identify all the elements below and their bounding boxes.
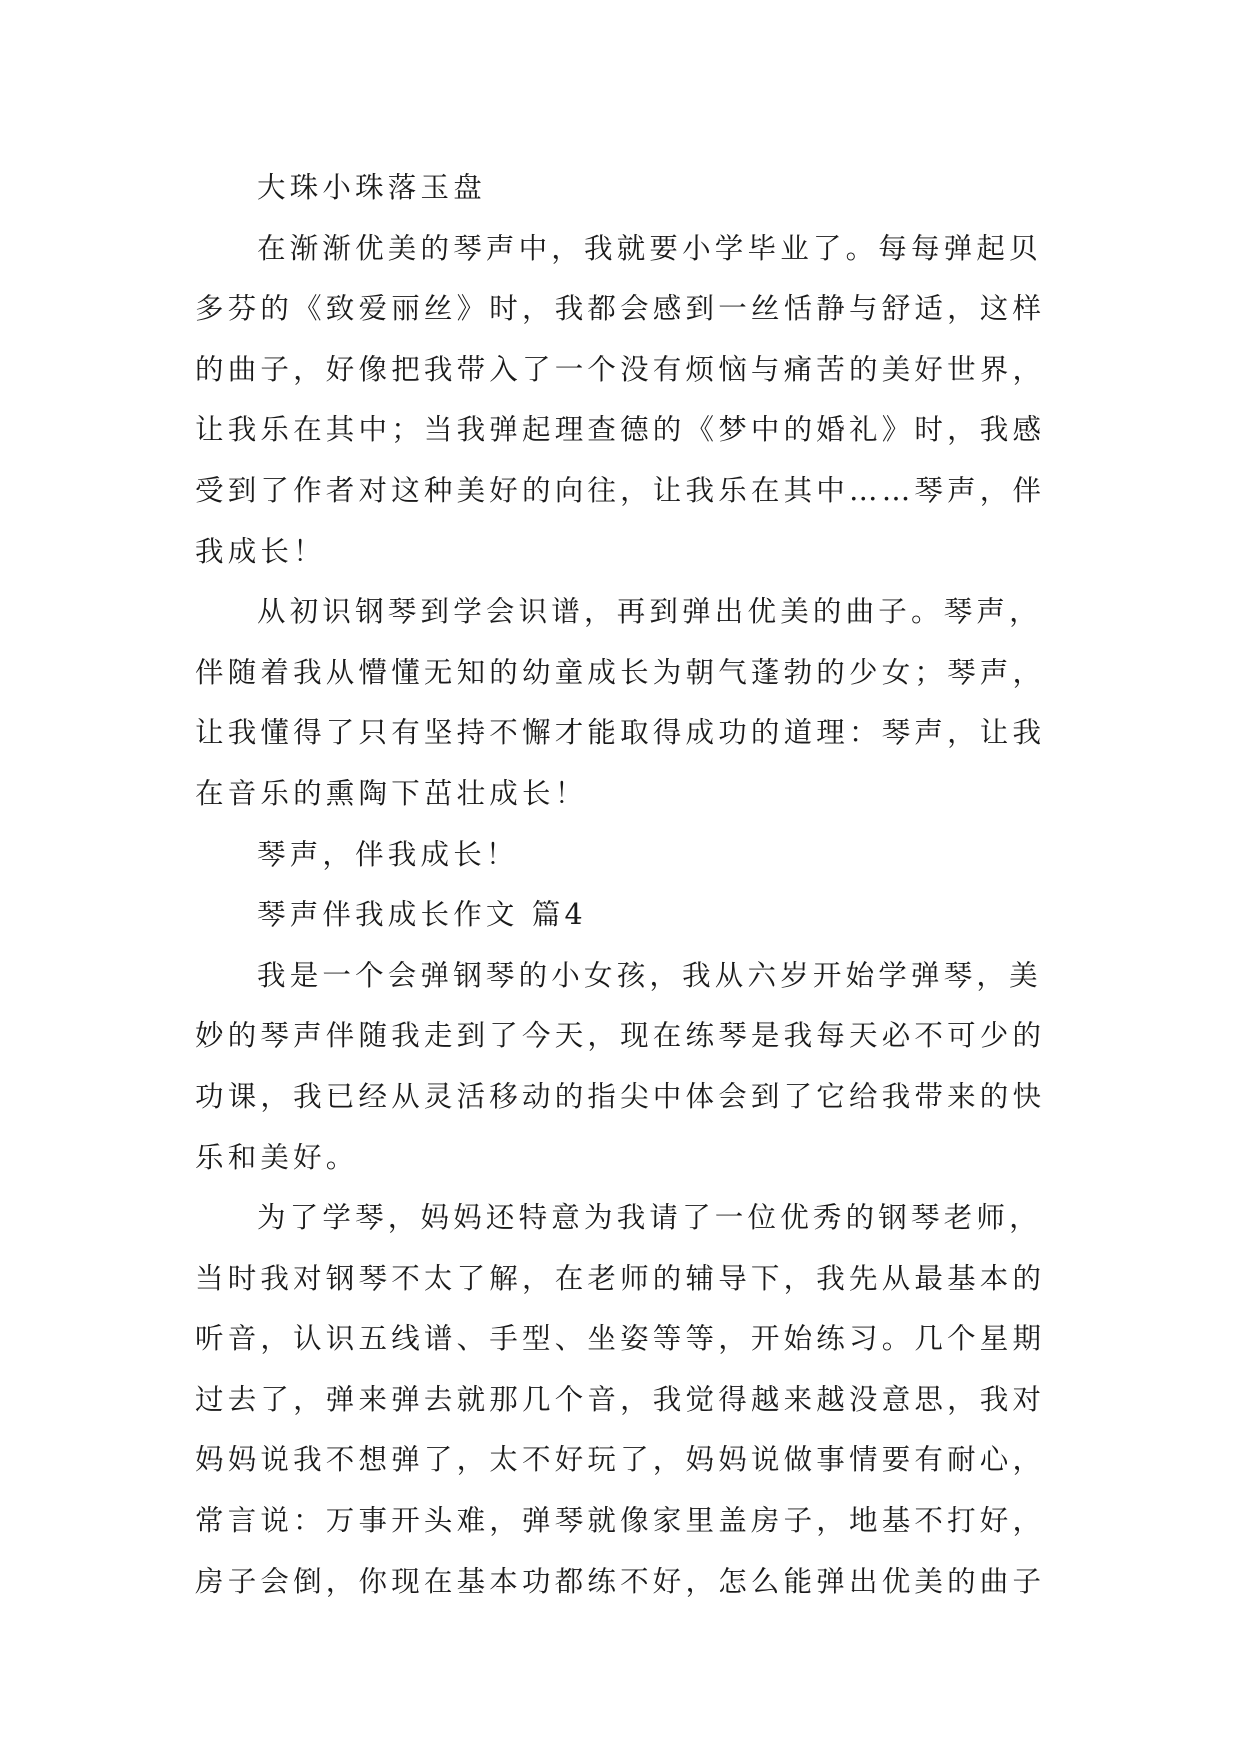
text-line: 的曲子，好像把我带入了一个没有烦恼与痛苦的美好世界， xyxy=(195,352,1046,386)
text-line: 过去了，弹来弹去就那几个音，我觉得越来越没意思，我对 xyxy=(195,1382,1046,1416)
text-line: 妙的琴声伴随我走到了今天，现在练琴是我每天必不可少的 xyxy=(195,1019,1046,1053)
text-line: 让我懂得了只有坚持不懈才能取得成功的道理：琴声，让我 xyxy=(195,716,1046,750)
text-line: 常言说：万事开头难，弹琴就像家里盖房子，地基不打好， xyxy=(195,1504,1046,1538)
text-line: 多芬的《致爱丽丝》时，我都会感到一丝恬静与舒适，这样 xyxy=(195,292,1046,326)
text-line: 当时我对钢琴不太了解，在老师的辅导下，我先从最基本的 xyxy=(195,1261,1046,1295)
text-line: 在音乐的熏陶下茁壮成长！ xyxy=(195,776,588,810)
text-line: 房子会倒，你现在基本功都练不好，怎么能弹出优美的曲子 xyxy=(195,1564,1046,1598)
text-line: 妈妈说我不想弹了，太不好玩了，妈妈说做事情要有耐心， xyxy=(195,1443,1046,1477)
text-line: 听音，认识五线谱、手型、坐姿等等，开始练习。几个星期 xyxy=(195,1322,1046,1356)
text-line: 大珠小珠落玉盘 xyxy=(257,171,486,204)
text-line: 功课，我已经从灵活移动的指尖中体会到了它给我带来的快 xyxy=(195,1079,1046,1113)
document-body xyxy=(195,158,1050,1612)
text-line: 我成长！ xyxy=(195,534,326,568)
section-heading: 琴声伴我成长作文 篇4 xyxy=(257,898,587,932)
text-line: 在渐渐优美的琴声中，我就要小学毕业了。每每弹起贝 xyxy=(257,231,1042,265)
text-line: 受到了作者对这种美好的向往，让我乐在其中……琴声，伴 xyxy=(195,473,1046,507)
text-line: 琴声，伴我成长！ xyxy=(257,837,519,871)
text-line: 为了学琴，妈妈还特意为我请了一位优秀的钢琴老师， xyxy=(257,1201,1042,1235)
text-line: 我是一个会弹钢琴的小女孩，我从六岁开始学弹琴，美 xyxy=(257,958,1042,992)
text-line: 乐和美好。 xyxy=(195,1140,359,1174)
text-line: 伴随着我从懵懂无知的幼童成长为朝气蓬勃的少女；琴声， xyxy=(195,655,1046,689)
text-line: 让我乐在其中；当我弹起理查德的《梦中的婚礼》时，我感 xyxy=(195,413,1046,447)
text-line: 从初识钢琴到学会识谱，再到弹出优美的曲子。琴声， xyxy=(257,595,1042,629)
